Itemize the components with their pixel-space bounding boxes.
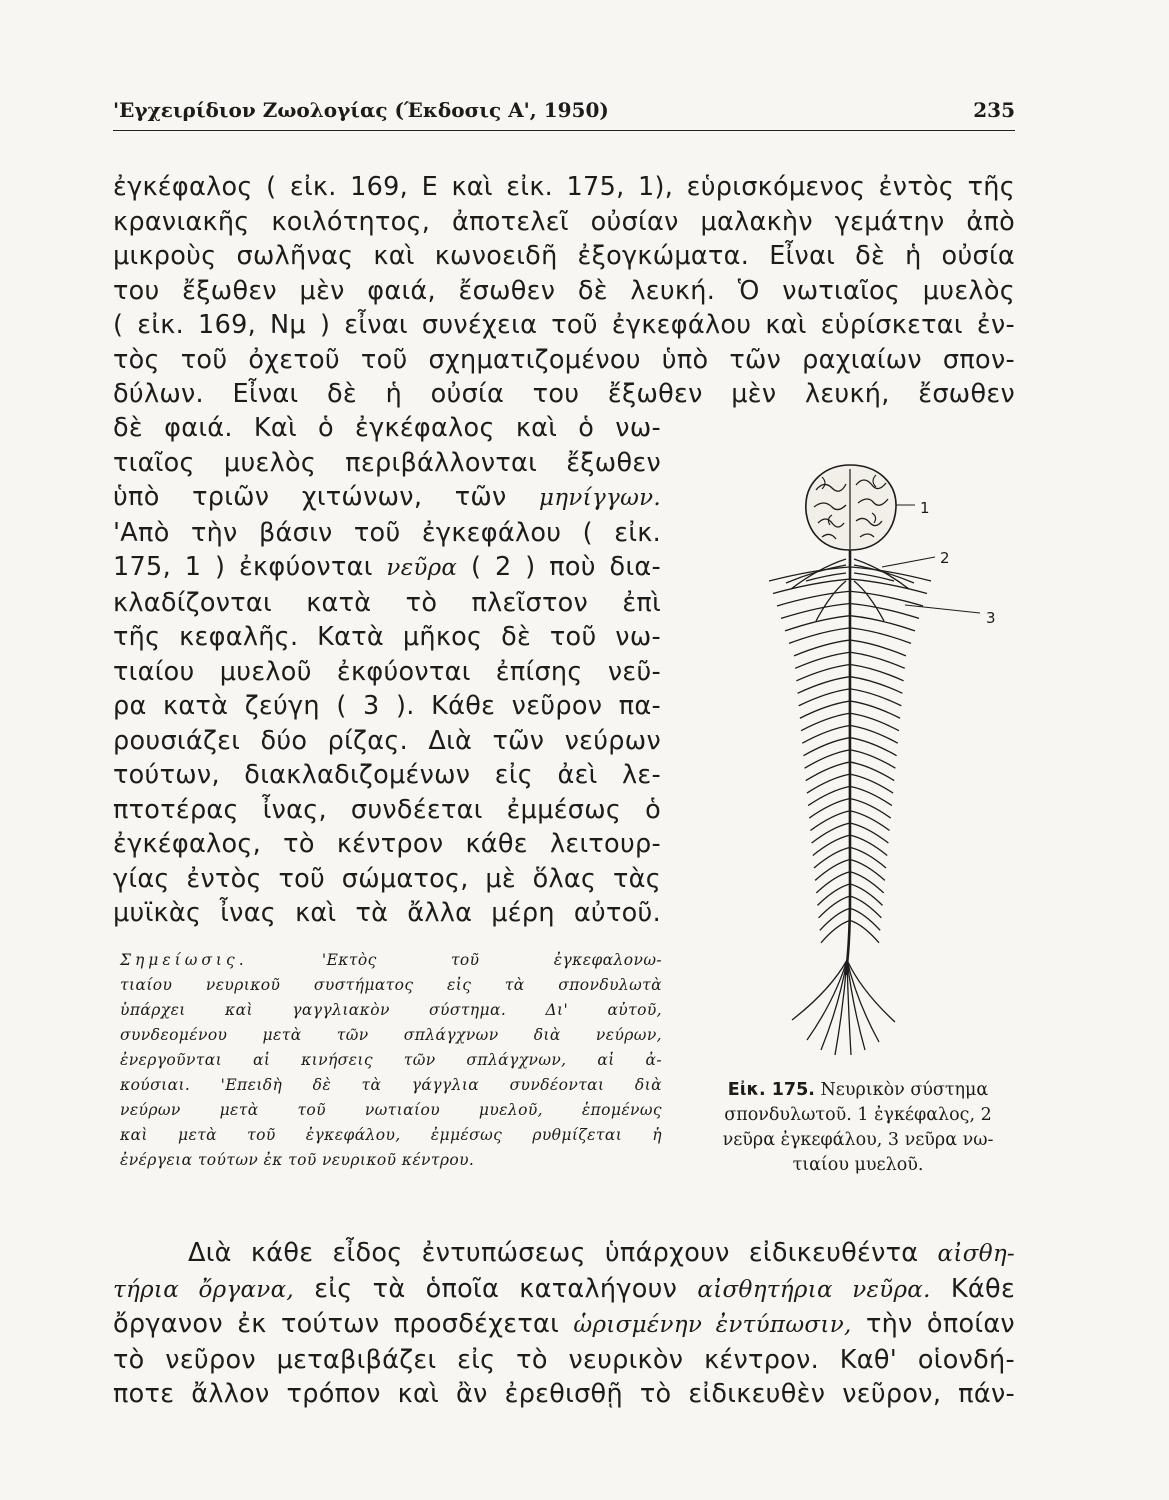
spinal-nerve-left bbox=[801, 713, 849, 730]
book-title: 'Εγχειρίδιον Ζωολογίας (Έκδοσις Α', 1950) bbox=[113, 98, 609, 122]
figure-label-3: 3 bbox=[986, 609, 996, 627]
text-line: δύλων. Εἶναι δὲ ἡ οὐσία του ἔξωθεν μὲν λευκή, ἔσωθεν bbox=[113, 379, 1015, 409]
text-line: ρα κατὰ ζεύγη ( 3 ). Κάθε νεῦρον πα- bbox=[113, 691, 661, 721]
text-line: κούσιαι. 'Επειδὴ δὲ τὰ γάγγλια συνδέονται διὰ bbox=[120, 1076, 662, 1094]
spinal-nerve-right bbox=[851, 774, 893, 793]
terminal-nerve bbox=[835, 960, 847, 1055]
top-paragraph bbox=[113, 170, 1015, 412]
text-line: πτοτέρας ἶνας, συνδέεται ἐμμέσως ὁ bbox=[113, 794, 661, 825]
nervous-system-illustration bbox=[700, 455, 1020, 1065]
left-column-paragraph bbox=[113, 411, 661, 931]
text-line: Διὰ κάθε εἶδος ἐντυπώσεως ὑπάρχουν εἰδικευθέντα αἰσθη- bbox=[188, 1238, 1015, 1268]
terminal-nerve bbox=[847, 960, 895, 1022]
spinal-nerve-left bbox=[803, 738, 849, 756]
text-line: τήρια ὄργανα, εἰς τὰ ὁποῖα καταλήγουν αἰσθητήρια νεῦρα. Κάθε bbox=[113, 1273, 1016, 1304]
text-line: ἐγκέφαλος ( εἰκ. 169, Ε καὶ εἰκ. 175, 1), εὑρισκόμενος ἐντὸς τῆς bbox=[113, 172, 1015, 202]
figure-caption bbox=[693, 1078, 1023, 1178]
text-line: τούτων, διακλαδιζομένων εἰς ἀεὶ λε- bbox=[113, 760, 661, 790]
text-line: τὸς τοῦ ὀχετοῦ τοῦ σχηματιζομένου ὑπὸ τῶν ραχιαίων σπον- bbox=[113, 344, 1015, 375]
cranial-nerve-left bbox=[816, 581, 846, 621]
text-line: Σημείωσις. 'Εκτὸς τοῦ ἐγκεφαλονω- bbox=[120, 951, 662, 969]
text-line: κρανιακῆς κοιλότητος, ἀποτελεῖ οὐσίαν μαλακὴν γεμάτην ἀπὸ bbox=[113, 206, 1015, 237]
spinal-nerve-right bbox=[851, 591, 923, 606]
spinal-nerve-left bbox=[802, 726, 849, 744]
spinal-nerve-left bbox=[805, 750, 849, 768]
footnote bbox=[120, 948, 662, 1173]
spinal-nerve-left bbox=[808, 787, 849, 806]
text-line: τὸ νεῦρον μεταβιβάζει εἰς τὸ νευρικὸν κέντρον. Καθ' οἱονδή- bbox=[113, 1344, 1015, 1375]
spinal-nerve-right bbox=[851, 579, 927, 593]
nervous-system-figure bbox=[700, 455, 1020, 1065]
text-line: του ἔξωθεν μὲν φαιά, ἔσωθεν δὲ λευκή. Ὁ νωτιαῖος μυελὸς bbox=[113, 275, 1015, 306]
emphasis-nerves: νεῦρα bbox=[386, 555, 458, 581]
text-line: ( εἰκ. 169, Νμ ) εἶναι συνέχεια τοῦ ἐγκεφάλου καὶ εὑρίσκεται ἐν- bbox=[113, 310, 1015, 340]
text-line: καὶ μετὰ τοῦ ἐγκεφάλου, ἐμμέσως ρυθμίζεται ἡ bbox=[120, 1126, 662, 1144]
bottom-paragraph bbox=[113, 1236, 1015, 1412]
spinal-nerve-left bbox=[807, 774, 849, 793]
brain-drawing bbox=[806, 465, 896, 550]
text-line: τῆς κεφαλῆς. Κατὰ μῆκος δὲ τοῦ νω- bbox=[113, 622, 661, 652]
spinal-nerve-right bbox=[851, 738, 897, 756]
text-line: συνδεομένου μετὰ τῶν σπλάγχνων διὰ νεύρων, bbox=[120, 1026, 662, 1044]
text-line: ἐνεργοῦνται αἱ κινήσεις τῶν σπλάγχνων, αἱ ἀ- bbox=[120, 1051, 662, 1069]
emphasis: ὡρισμένην ἐντύπωσιν, bbox=[573, 1312, 852, 1338]
text-line: ὑπὸ τριῶν χιτώνων, τῶν μηνίγγων. bbox=[113, 482, 662, 512]
emphasis: αἰσθη- bbox=[937, 1241, 1015, 1267]
spinal-nerve-left bbox=[773, 579, 849, 593]
emphasis-meninges: μηνίγγων. bbox=[539, 485, 662, 511]
running-header bbox=[113, 98, 1015, 131]
terminal-nerve bbox=[807, 960, 847, 1040]
terminal-nerve bbox=[792, 960, 847, 1020]
text-line: τιαίου μυελοῦ. bbox=[792, 1155, 924, 1175]
emphasis: τήρια ὄργανα, bbox=[113, 1276, 295, 1303]
spinal-nerve-left bbox=[781, 604, 849, 619]
text-line: ὄργανον ἐκ τούτων προσδέχεται ὡρισμένην ἐντύπωσιν, τὴν ὁποίαν bbox=[113, 1309, 1015, 1339]
spinal-cord-drawing bbox=[769, 550, 931, 1055]
text-line: τιαίου νευρικοῦ συστήματος εἰς τὰ σπονδυλωτὰ bbox=[120, 976, 662, 994]
text-line: ἐνέργεια τούτων ἐκ τοῦ νευρικοῦ κέντρου. bbox=[120, 1151, 475, 1169]
text-line: ρουσιάζει δύο ρίζας. Διὰ τῶν νεύρων bbox=[113, 725, 661, 756]
text-line: τιαῖος μυελὸς περιβάλλονται ἔξωθεν bbox=[113, 447, 661, 478]
text-line: ἐγκέφαλος, τὸ κέντρον κάθε λειτουρ- bbox=[113, 829, 661, 859]
spinal-nerve-left bbox=[800, 701, 849, 718]
text-line: γίας ἐντὸς τοῦ σώματος, μὲ ὅλας τὰς bbox=[113, 863, 661, 894]
note-heading: Σημείωσις. bbox=[120, 951, 248, 969]
text-line: Εἰκ. 175. Νευρικὸν σύστημα bbox=[727, 1080, 989, 1100]
spinal-nerve-right bbox=[851, 787, 892, 806]
figure-label-2: 2 bbox=[940, 549, 950, 567]
spinal-nerve-right bbox=[851, 701, 900, 718]
text-line: κλαδίζονται κατὰ τὸ πλεῖστον ἐπὶ bbox=[113, 587, 661, 618]
text-line: σπονδυλωτοῦ. 1 ἐγκέφαλος, 2 bbox=[724, 1105, 992, 1125]
spinal-nerve-right bbox=[851, 713, 899, 730]
text-line: 'Απὸ τὴν βάσιν τοῦ ἐγκεφάλου ( εἰκ. bbox=[113, 517, 661, 548]
label-leaders bbox=[882, 505, 980, 613]
text-line: δὲ φαιά. Καὶ ὁ ἐγκέφαλος καὶ ὁ νω- bbox=[113, 413, 661, 443]
cranial-nerve-right bbox=[854, 581, 884, 621]
spinal-nerve-left bbox=[806, 762, 849, 780]
spinal-nerve-left bbox=[777, 591, 849, 606]
text-line: τιαίου μυελοῦ ἐκφύονται ἐπίσης νεῦ- bbox=[113, 656, 661, 687]
page-number: 235 bbox=[973, 98, 1015, 122]
figure-label-1: 1 bbox=[920, 499, 930, 517]
caption-number: Εἰκ. 175. bbox=[727, 1080, 815, 1100]
text-line: νεῦρα ἐγκεφάλου, 3 νεῦρα νω- bbox=[722, 1130, 994, 1150]
text-line: 175, 1 ) ἐκφύονται νεῦρα ( 2 ) ποὺ δια- bbox=[113, 552, 661, 582]
emphasis: αἰσθητήρια νεῦρα. bbox=[697, 1276, 931, 1303]
text-line: ὑπάρχει καὶ γαγγλιακὸν σύστημα. Δι' αὐτοῦ, bbox=[120, 1001, 662, 1019]
text-line: ποτε ἄλλον τρόπον καὶ ἂν ἐρεθισθῇ τὸ εἰδικευθὲν νεῦρον, πάν- bbox=[113, 1379, 1015, 1409]
spinal-nerve-right bbox=[851, 762, 894, 780]
spinal-nerve-right bbox=[851, 726, 898, 744]
text-line: νεύρων μετὰ τοῦ νωτιαίου μυελοῦ, ἑπομένως bbox=[120, 1101, 662, 1119]
text-line: μυϊκὰς ἶνας καὶ τὰ ἄλλα μέρη αὐτοῦ. bbox=[113, 898, 661, 928]
spinal-nerve-right bbox=[851, 750, 895, 768]
text-line: μικροὺς σωλῆνας καὶ κωνοειδῆ ἐξογκώματα. Εἶναι δὲ ἡ οὐσία bbox=[113, 241, 1015, 271]
